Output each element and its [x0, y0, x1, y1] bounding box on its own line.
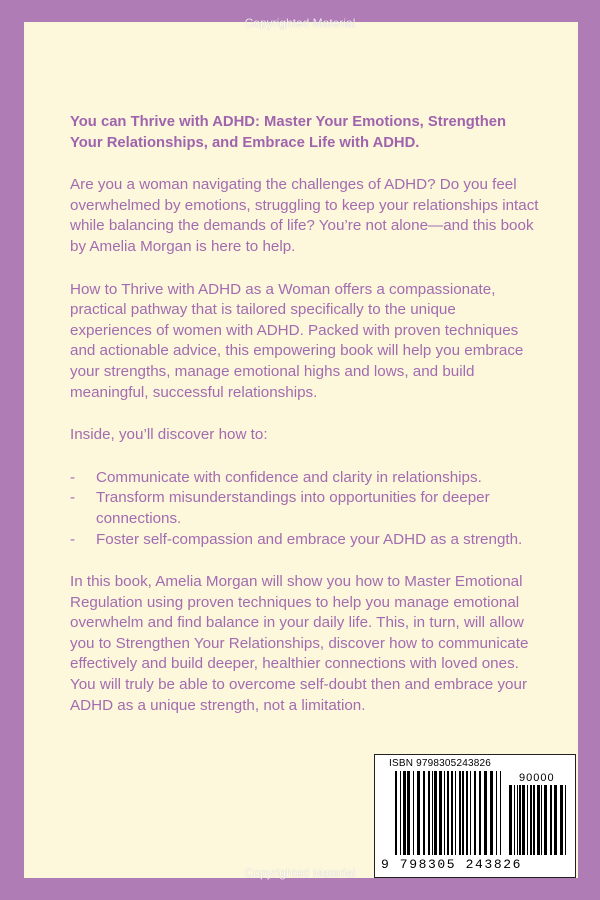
barcode-bar — [537, 785, 540, 855]
barcode-bar — [428, 771, 430, 855]
barcode-bar — [403, 771, 406, 855]
barcode-bar — [407, 771, 410, 855]
barcode-bar — [439, 771, 442, 855]
isbn-barcode-box — [374, 754, 576, 878]
barcode-bar — [417, 771, 420, 855]
closing-paragraph: In this book, Amelia Morgan will show you how to Master Emotional Regulation using proven techniques to help you manage emotional overwhelm and find balance in your daily life. This, in turn, will allow you to Strengthen Your Relationships, discover how to communicate effectively and build deeper, healthier connections with loved ones. You will truly be able to overcome self-doubt then and embrace your ADHD as a unique strength, not a limitation. — [70, 573, 529, 714]
barcode-bar — [490, 771, 493, 855]
bullet-item — [70, 468, 540, 489]
barcode-bar — [560, 785, 563, 855]
bullet-text: Communicate with confidence and clarity in relationships. — [96, 468, 482, 486]
barcode-bar — [484, 771, 487, 855]
back-cover-panel — [24, 22, 578, 878]
bullet-item — [70, 530, 540, 551]
barcode-bar — [462, 771, 464, 855]
bullet-dash: - — [70, 489, 76, 507]
barcode-bar — [550, 785, 552, 855]
barcode-bar — [395, 771, 397, 855]
isbn-digits: 9 798305 243826 — [381, 857, 523, 872]
description-paragraph: How to Thrive with ADHD as a Woman offers a compassionate, practical pathway that is tailored specifically to the unique experiences of women with ADHD. Packed with proven techniques and actionable advice, this empowering book will help you embrace your strengths, manage emotional highs and lows, and build meaningful, successful relationships. — [70, 280, 524, 401]
inside-heading: Inside, you’ll discover how to: — [70, 426, 268, 444]
barcode-bar — [541, 785, 542, 855]
barcode-bar — [496, 771, 497, 855]
isbn-label: ISBN 9798305243826 — [389, 758, 492, 769]
barcode-bar — [447, 771, 449, 855]
barcode-bar — [544, 785, 547, 855]
barcode-bar — [530, 785, 532, 855]
barcode-bar — [413, 771, 414, 855]
barcode-bar — [500, 771, 501, 855]
bullet-dash: - — [70, 530, 76, 548]
barcode-bar — [554, 785, 557, 855]
barcode-bar — [459, 771, 461, 855]
barcode-bar — [434, 771, 437, 855]
barcode-bar — [509, 785, 512, 855]
barcode-bar — [470, 771, 471, 855]
barcode-bar — [527, 785, 528, 855]
barcode-bar — [533, 785, 535, 855]
barcode-bar — [451, 771, 453, 855]
watermark-bottom: Copyrighted Material — [244, 866, 356, 880]
barcode-bar — [432, 771, 433, 855]
barcode-bar — [455, 771, 456, 855]
headline: You can Thrive with ADHD: Master Your Emotions, Strengthen Your Relationships, and Embrace Life with ADHD. — [70, 114, 507, 151]
price-code: 90000 — [519, 772, 555, 784]
barcode-bar — [466, 771, 468, 855]
barcode-bar — [423, 771, 425, 855]
cover-text — [70, 112, 540, 738]
barcode-bar — [479, 771, 481, 855]
barcode-bar — [522, 785, 525, 855]
barcode-bar — [517, 785, 518, 855]
barcode-bar — [519, 785, 521, 855]
barcode-bar — [400, 771, 401, 855]
bullet-list — [70, 468, 540, 550]
barcode-bar — [514, 785, 515, 855]
barcode-bar — [565, 785, 566, 855]
bullet-text: Foster self-compassion and embrace your ADHD as a strength. — [96, 530, 523, 548]
barcode-bar — [474, 771, 476, 855]
intro-paragraph: Are you a woman navigating the challenges of ADHD? Do you feel overwhelmed by emotions, struggling to keep your relationships intact while balancing the demands of life? You’re not alone—and this book by Amelia Morgan is here to help. — [70, 176, 539, 255]
bullet-item — [70, 488, 540, 529]
bullet-dash: - — [70, 468, 76, 486]
bullet-text: Transform misunderstandings into opportunities for deeper connections. — [96, 489, 490, 527]
barcode-bar — [444, 771, 445, 855]
watermark-top: Copyrighted Material — [244, 16, 356, 30]
